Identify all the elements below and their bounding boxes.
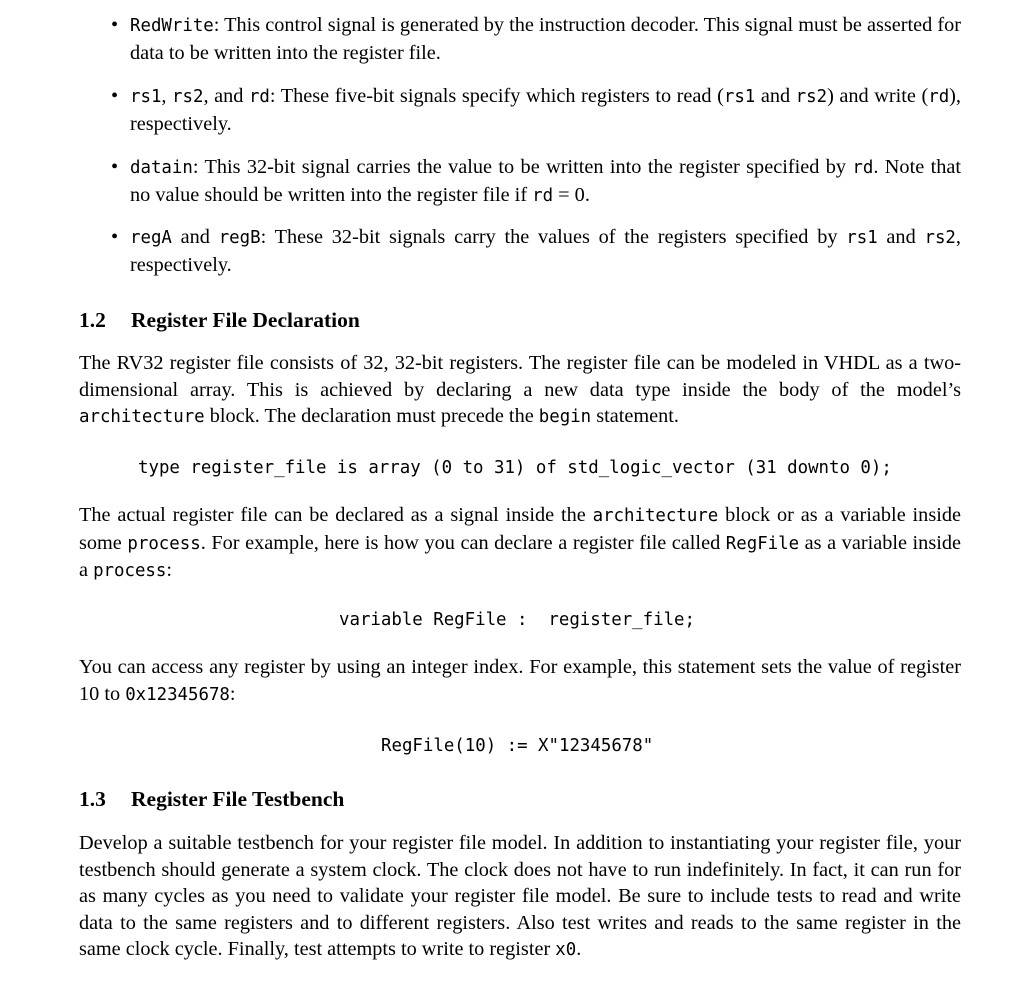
list-item (79, 12, 961, 66)
text-run: . For example, here is how you can declare a register file called (200, 531, 726, 554)
inline-code: datain (130, 158, 193, 178)
inline-code: begin (538, 407, 592, 427)
text-run: . (576, 938, 582, 960)
inline-code: rd (532, 185, 554, 206)
text-run: : (166, 559, 173, 581)
list-item-text (130, 83, 961, 137)
list-item (79, 224, 961, 278)
inline-code: RedWrite (130, 16, 214, 36)
text-run: ) and write ( (827, 85, 929, 107)
inline-code: architecture (592, 506, 719, 526)
paragraph (79, 654, 961, 708)
inline-code: rd (248, 87, 270, 107)
list-item (79, 154, 961, 209)
section-number: 1.2 (79, 308, 106, 332)
text-run: block. The declaration must precede the (204, 405, 539, 427)
text-run: , respectively. (130, 226, 961, 276)
text-run: and (755, 85, 796, 107)
section-heading-1-3 (79, 786, 344, 813)
text-run: , and (203, 85, 249, 107)
inline-code: 0x12345678 (125, 684, 230, 705)
text-run: statement. (591, 405, 679, 427)
paragraph (79, 830, 961, 964)
inline-code: regB (218, 228, 261, 248)
inline-code: process (127, 533, 201, 554)
inline-code: rs1 (723, 87, 756, 107)
list-item-text (130, 12, 961, 66)
text-run: You can access any register by using an integer index. For example, this statement sets the value of register 10 to (79, 656, 961, 705)
text-run: and (171, 226, 219, 248)
text-run: block or as a variable inside some (79, 504, 961, 554)
inline-code: RegFile (725, 533, 800, 554)
text-run: = 0. (553, 183, 590, 206)
text-run: , (161, 85, 173, 107)
text-run: and (877, 226, 925, 248)
text-run: : These five-bit signals specify which registers to read ( (269, 85, 724, 107)
code-block-type-declaration: type register_file is array (0 to 31) of std_logic_vector (31 downto 0); (138, 458, 892, 478)
paragraph (79, 350, 961, 431)
inline-code: process (93, 561, 167, 581)
text-run: The actual register file can be declared as a signal inside the (79, 504, 593, 526)
inline-code: x0 (555, 940, 577, 960)
list-item (79, 83, 961, 137)
bullet-icon: • (111, 14, 119, 36)
section-number: 1.3 (79, 787, 106, 811)
inline-code: rs1 (130, 87, 162, 107)
text-run: . Note that no value should be written into the register file if (130, 156, 961, 206)
bullet-icon: • (111, 85, 119, 107)
inline-code: rs2 (795, 87, 828, 107)
inline-code: rd (928, 87, 950, 107)
text-run: : This 32-bit signal carries the value to be written into the register specified by (192, 156, 853, 178)
inline-code: architecture (79, 407, 205, 427)
text-run: as a variable inside a (79, 531, 961, 581)
section-title: Register File Testbench (131, 787, 345, 811)
text-run: : These 32-bit signals carry the values of the registers specified by (260, 226, 847, 248)
text-run: : (229, 682, 236, 705)
bullet-icon: • (111, 226, 119, 248)
text-run: ), respectively. (130, 85, 961, 135)
text-run: : This control signal is generated by the instruction decoder. This signal must be asserted for data to be written into the register file. (130, 14, 962, 64)
inline-code: regA (130, 228, 172, 248)
inline-code: rs2 (924, 228, 956, 248)
list-item-text (130, 224, 961, 278)
section-heading-1-2 (79, 307, 360, 334)
section-title: Register File Declaration (131, 308, 360, 332)
text-run: Develop a suitable testbench for your register file model. In addition to instantiating your register file, your testbench should generate a system clock. The clock does not have to run indefinitely. In fact, it can run for as many cycles as you need to validate your register file model. Be sure to include tests to read and write data to the same registers and to different registers. Also test writes and reads to the same register in the same clock cycle. Finally, test attempts to write to register (79, 832, 961, 960)
inline-code: rd (852, 158, 874, 178)
text-run: The RV32 register file consists of 32, 32-bit registers. The register file can be modeled in VHDL as a two-dimensional array. This is achieved by declaring a new data type inside the body of the model’s (79, 352, 961, 401)
code-block-register-assign: RegFile(10) := X"12345678" (381, 736, 654, 756)
paragraph (79, 502, 961, 585)
bullet-icon: • (111, 156, 119, 178)
inline-code: rs2 (172, 87, 204, 107)
code-block-variable-declaration: variable RegFile : register_file; (339, 610, 695, 630)
inline-code: rs1 (846, 228, 878, 248)
list-item-text (130, 154, 961, 209)
